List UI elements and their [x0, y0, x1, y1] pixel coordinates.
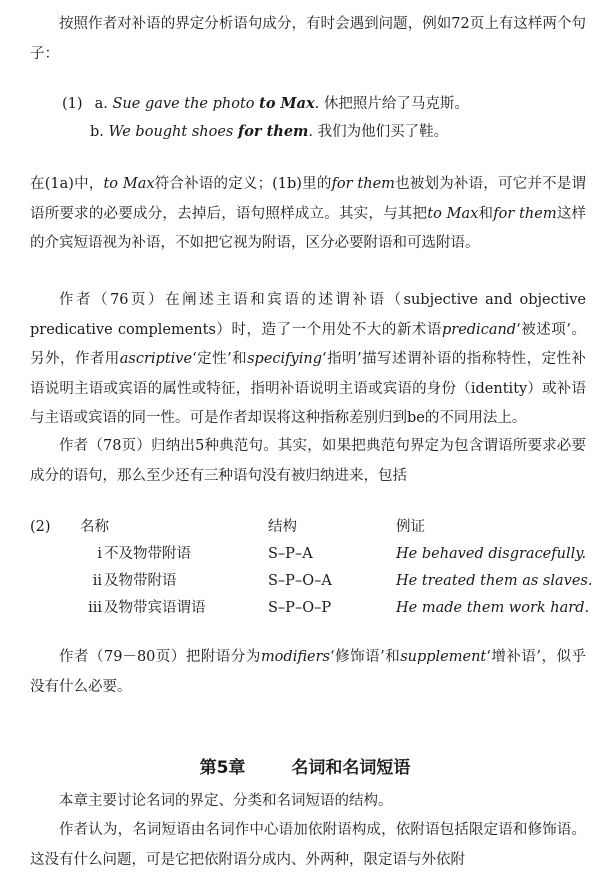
paragraph-adjuncts	[30, 643, 586, 702]
example-1b	[62, 118, 469, 146]
term-italic: to Max	[427, 205, 479, 222]
header-name: 名称	[80, 519, 109, 535]
chapter-heading	[0, 753, 610, 778]
paragraph-intro	[30, 0, 586, 69]
text-run: ‘修饰语’和	[329, 649, 401, 665]
chapter-title: 名词和名词短语	[291, 758, 411, 778]
term-italic: modifiers	[260, 649, 330, 665]
text-run: ‘定性’和	[192, 351, 248, 367]
example-english-end: .	[308, 124, 313, 140]
example-english-bold: to Max	[259, 95, 315, 112]
example-chinese: 休把照片给了马克斯。	[323, 96, 469, 112]
text-run: 作者（76页）在阐述主语和宾语的述谓补语（subjective and objective predicative complements）时，造了一个用处不大的新术语	[30, 292, 586, 338]
paragraph-canonical-text: 作者（78页）归纳出5种典范句。其实，如果把典范句界定为包含谓语所要求必要成分的语句，那么至少还有三种语句没有被归纳进来，包括	[30, 438, 586, 484]
example-label: b.	[90, 124, 104, 140]
table-number: (2)	[30, 519, 51, 535]
paragraph-noun-phrase	[30, 816, 586, 875]
example-english-end: .	[314, 96, 320, 112]
text-run: ‘指明’描写述谓补语的指称特性，定性补语说明主语或宾语的属性或特征，指明补语说明主语或宾语的身份（identity）或补语与主语或宾语的同一性。可是作者却误将这种指称差别归到be的不同用法上。	[30, 351, 587, 426]
paragraph-chapter-intro-text: 本章主要讨论名词的界定、分类和名词短语的结构。	[59, 793, 393, 809]
example-table	[30, 514, 593, 622]
row-structure: S–P–A	[268, 546, 313, 562]
row-name: 不及物带附语	[104, 546, 191, 562]
table-row	[30, 568, 593, 595]
paragraph-analysis	[30, 170, 586, 259]
row-example: He made them work hard.	[396, 600, 590, 616]
example-label: a.	[94, 96, 108, 112]
paragraph-chapter-intro	[30, 787, 586, 817]
term-italic: for them	[493, 205, 557, 222]
example-chinese: 我们为他们买了鞋。	[317, 124, 449, 140]
row-numeral: i	[97, 546, 102, 562]
text-run: 这样的介宾短语视为补语，不如把它视为附语，区分必要附语和可选附语。	[30, 205, 587, 251]
row-example: He behaved disgracefully.	[396, 546, 587, 562]
paragraph-intro-text: 按照作者对补语的界定分析语句成分，有时会遇到问题，例如72页上有这样两个句子：	[30, 16, 586, 62]
example-english: Sue gave the photo	[112, 96, 260, 112]
term-italic: predicand	[441, 321, 517, 338]
row-numeral: iii	[88, 600, 102, 616]
text-run: ‘增补语’，似乎没有什么必要。	[30, 649, 587, 695]
header-structure: 结构	[268, 519, 297, 535]
paragraph-noun-phrase-text: 作者认为，名词短语由名词作中心语加依附语构成，依附语包括限定语和修饰语。这没有什么问题，可是它把依附语分成内、外两种，限定语与外依附	[30, 822, 586, 868]
row-structure: S–P–O–P	[268, 600, 332, 616]
text-run: ‘被述项’。另外，作者用	[30, 321, 586, 367]
text-run: 在(1a)中，	[30, 176, 104, 192]
example-number: (1)	[62, 96, 83, 112]
table-header-row	[30, 514, 586, 541]
table-row	[30, 595, 590, 622]
row-numeral: ii	[92, 573, 102, 589]
example-english-bold: for them	[237, 123, 309, 140]
example-1a	[62, 90, 469, 118]
example-1	[62, 90, 469, 146]
term-italic: specifying	[247, 351, 322, 367]
paragraph-canonical	[30, 432, 586, 491]
term-italic: for them	[331, 176, 395, 192]
example-english: We bought shoes	[108, 124, 238, 140]
text-run: 符合补语的定义；(1b)里的	[154, 176, 332, 192]
row-example: He treated them as slaves.	[396, 573, 593, 589]
term-italic: supplement	[400, 649, 487, 665]
row-name: 及物带附语	[104, 573, 177, 589]
table-row	[30, 541, 586, 568]
text-run: 作者（79－80页）把附语分为	[59, 649, 261, 665]
chapter-number: 第5章	[199, 758, 246, 778]
text-run: 和	[478, 205, 494, 222]
paragraph-predicative	[30, 286, 586, 434]
term-italic: to Max	[103, 176, 155, 192]
text-run: 也被划为补语，可它并不是谓语所要求的必要成分，去掉后，语句照样成立。其实，与其把	[30, 176, 587, 222]
header-example: 例证	[396, 519, 425, 535]
row-structure: S–P–O–A	[268, 573, 332, 589]
term-italic: ascriptive	[119, 351, 193, 367]
row-name: 及物带宾语谓语	[104, 600, 206, 616]
